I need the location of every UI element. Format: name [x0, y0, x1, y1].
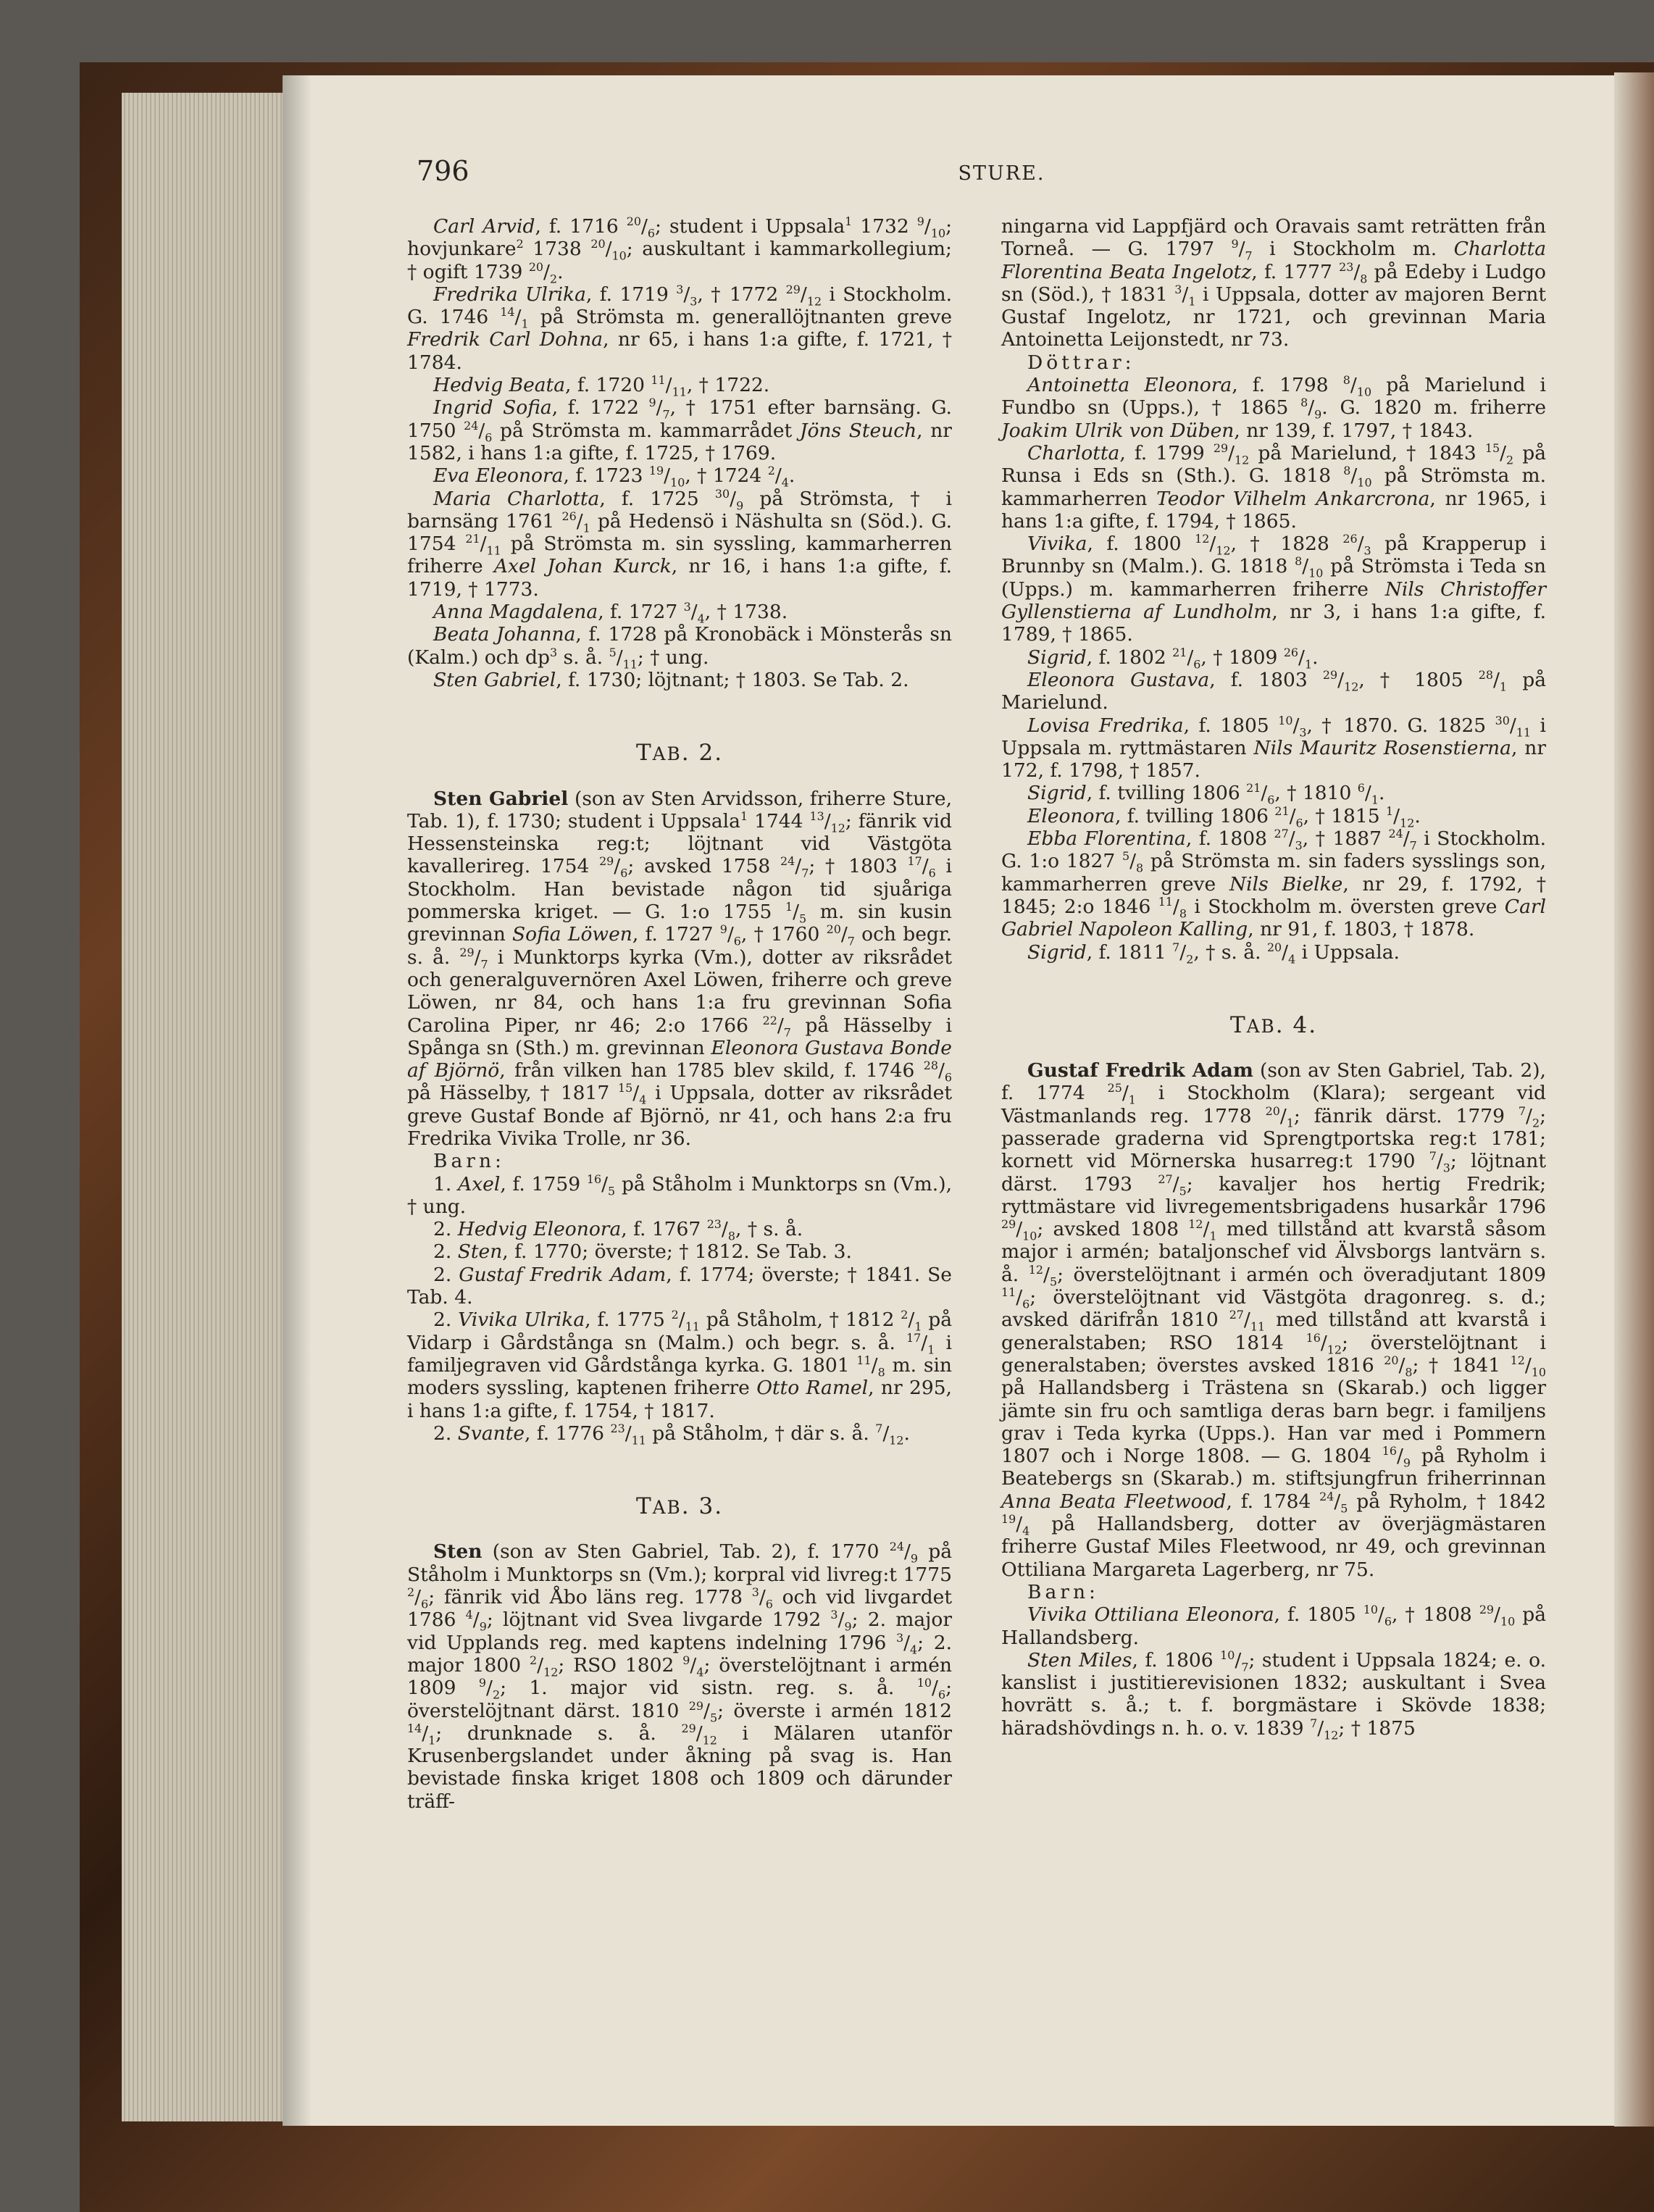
- genealogy-entry: Sten Gabriel (son av Sten Arvidsson, friherre Sture, Tab. 1), f. 1730; student i Uppsala$^1$ 1744 $^{13}/_{12}$; fänrik vid Hessensteinska reg:t; löjtnant vid Västgöta kavallerireg. 1754 $^{29}/_6$; avsked 1758 $^{24}/_7$; † 1803 $^{17}/_6$ i Stockholm. Han bevistade någon tid sjuåriga pommerska kriget. — G. 1:o 1755 $^1/_5$ m. sin kusin grevinnan Sofia Löwen, f. 1727 $^9/_6$, † 1760 $^{20}/_7$ och begr. s. å. $^{29}/_7$ i Munktorps kyrka (Vm.), dotter av riksrådet och generalguvernören Axel Löwen, friherre och greve Löwen, nr 84, och hans 1:a fru grevinnan Sofia Carolina Piper, nr 46; 2:o 1766 $^{22}/_7$ på Hässelby i Spånga sn (Sth.) m. grevinnan Eleonora Gustava Bonde af Björnö, från vilken han 1785 blev skild, f. 1746 $^{28}/_6$ på Hässelby, † 1817 $^{15}/_4$ i Uppsala, dotter av riksrådet greve Gustaf Bonde af Björnö, nr 41, och hans 2:a fru Fredrika Vivika Trolle, nr 36.: [407, 787, 953, 1150]
- section-label: Döttrar:: [1027, 351, 1135, 374]
- genealogy-entry: Gustaf Fredrik Adam (son av Sten Gabriel, Tab. 2), f. 1774 $^{25}/_1$ i Stockholm (Klara); sergeant vid Västmanlands reg. 1778 $^{20}/_1$; fänrik därst. 1779 $^7/_2$; passerade graderna vid Sprengtportska reg:t 1781; kornett vid Mörnerska husarreg:t 1790 $^7/_3$; löjtnant därst. 1793 $^{27}/_5$; kavaljer hos hertig Fredrik; ryttmästare vid livregementsbrigadens husarkår 1796 $^{29}/_{10}$; avsked 1808 $^{12}/_1$ med tillstånd att kvarstå såsom major i armén; bataljonschef vid Älvsborgs lantvärn s. å. $^{12}/_5$; överstelöjtnant i armén och överadjutant 1809 $^{11}/_6$; överstelöjtnant vid Västgöta dragonreg. s. d.; avsked därifrån 1810 $^{27}/_{11}$ med tillstånd att kvarstå i generalstaben; RSO 1814 $^{16}/_{12}$; överstelöjtnant i generalstaben; överstes avsked 1816 $^{20}/_8$; † 1841 $^{12}/_{10}$ på Hallandsberg i Trästena sn (Skarab.) och ligger jämte sin fru och samtliga deras barn begr. i familjens grav i Teda kyrka (Upps.). Han var med i Pommern 1807 och i Norge 1808. — G. 1804 $^{16}/_9$ på Ryholm i Beatebergs sn (Skarab.) m. stiftsjungfrun friherrinnan Anna Beata Fleetwood, f. 1784 $^{24}/_5$ på Ryholm, † 1842 $^{19}/_4$ på Hallandsberg, dotter av överjägmästaren friherre Gustaf Miles Fleetwood, nr 49, och grevinnan Ottiliana Margareta Lagerberg, nr 75.: [1001, 1059, 1547, 1581]
- running-head: STURE.: [958, 162, 1045, 185]
- genealogy-entry: 2. Sten, f. 1770; överste; † 1812. Se Tab. 3.: [433, 1240, 852, 1264]
- table-heading: TAB. 3.: [635, 1493, 724, 1520]
- genealogy-entry: Lovisa Fredrika, f. 1805 $^{10}/_3$, † 1870. G. 1825 $^{30}/_{11}$ i Uppsala m. ryttmästaren Nils Mauritz Rosenstierna, nr 172, f. 1798, † 1857.: [1001, 713, 1546, 782]
- genealogy-entry: Hedvig Beata, f. 1720 $^{11}/_{11}$, † 1722.: [433, 373, 770, 399]
- genealogy-entry: Sigrid, f. tvilling 1806 $^{21}/_6$, † 1810 $^6/_1$.: [1027, 781, 1385, 807]
- genealogy-entry: Antoinetta Eleonora, f. 1798 $^8/_{10}$ på Marielund i Fundbo sn (Upps.), † 1865 $^8/_9$. G. 1820 m. friherre Joakim Ulrik von Düben, nr 139, f. 1797, † 1843.: [1001, 373, 1547, 442]
- genealogy-entry: Beata Johanna, f. 1728 på Kronobäck i Mönsterås sn (Kalm.) och $dp^3$ s. å. $^5/_{11}$; † ung.: [407, 623, 952, 671]
- genealogy-entry: Eleonora Gustava, f. 1803 $^{29}/_{12}$, † 1805 $^{28}/_1$ på Marielund.: [1001, 668, 1546, 714]
- genealogy-entry: Sten Miles, f. 1806 $^{10}/_7$; student i Uppsala 1824; e. o. kanslist i justitierevisionen 1832; auskultant i Svea hovrätt s. å.; t. f. borgmästare i Skövde 1838; häradshövdings n. h. o. v. 1839 $^7/_{12}$; † 1875: [1001, 1648, 1547, 1742]
- genealogy-entry: Sten Gabriel, f. 1730; löjtnant; † 1803. Se Tab. 2.: [433, 668, 909, 691]
- genealogy-entry: Sigrid, f. 1811 $^7/_2$, † s. å. $^{20}/_4$ i Uppsala.: [1027, 940, 1400, 966]
- genealogy-entry: Anna Magdalena, f. 1727 $^3/_4$, † 1738.: [433, 600, 788, 626]
- right-column: [1001, 215, 1546, 1740]
- genealogy-entry: 2. Vivika Ulrika, f. 1775 $^2/_{11}$ på Ståholm, † 1812 $^2/_1$ på Vidarp i Gårdstånga sn (Malm.) och begr. s. å. $^{17}/_1$ i familjegraven vid Gårdstånga kyrka. G. 1801 $^{11}/_8$ m. sin moders syssling, kaptenen friherre Otto Ramel, nr 295, i hans 1:a gifte, f. 1754, † 1817.: [407, 1308, 953, 1422]
- page-number: 796: [417, 155, 469, 187]
- gutter-shadow: [283, 75, 312, 2126]
- section-label: Barn:: [1027, 1580, 1099, 1603]
- genealogy-entry: Sigrid, f. 1802 $^{21}/_6$, † 1809 $^{26}/_1$.: [1027, 645, 1319, 671]
- genealogy-entry: Fredrika Ulrika, f. 1719 $^3/_3$, † 1772 $^{29}/_{12}$ i Stockholm. G. 1746 $^{14}/_1$ på Strömsta m. generallöjtnanten greve Fredrik Carl Dohna, nr 65, i hans 1:a gifte, f. 1721, † 1784.: [407, 283, 953, 374]
- genealogy-entry: Eva Eleonora, f. 1723 $^{19}/_{10}$, † 1724 $^2/_4$.: [433, 464, 795, 490]
- section-label: Barn:: [433, 1150, 505, 1173]
- page-header: [417, 155, 1587, 191]
- genealogy-entry: Vivika, f. 1800 $^{12}/_{12}$, † 1828 $^{26}/_3$ på Krapperup i Brunnby sn (Malm.). G. 1818 $^8/_{10}$ på Strömsta i Teda sn (Upps.) m. kammarherren friherre Nils Christoffer Gyllenstierna af Lundholm, nr 3, i hans 1:a gifte, f. 1789, † 1865.: [1001, 532, 1547, 646]
- genealogy-entry: Ebba Florentina, f. 1808 $^{27}/_3$, † 1887 $^{24}/_7$ i Stockholm. G. 1:o 1827 $^5/_8$ på Strömsta m. sin faders sysslings son, kammarherren greve Nils Bielke, nr 29, f. 1792, † 1845; 2:o 1846 $^{11}/_8$ i Stockholm m. översten greve Carl Gabriel Napoleon Kalling, nr 91, f. 1803, † 1878.: [1001, 827, 1547, 941]
- genealogy-entry: 2. Hedvig Eleonora, f. 1767 $^{23}/_8$, † s. å.: [433, 1217, 803, 1243]
- genealogy-entry: Vivika Ottiliana Eleonora, f. 1805 $^{10}/_6$, † 1808 $^{29}/_{10}$ på Hallandsberg.: [1001, 1603, 1546, 1649]
- table-heading: TAB. 4.: [1229, 1011, 1318, 1038]
- table-heading: TAB. 2.: [635, 740, 724, 767]
- page-edges: [122, 93, 283, 2121]
- genealogy-entry: 2. Gustaf Fredrik Adam, f. 1774; överste; † 1841. Se Tab. 4.: [407, 1263, 952, 1309]
- genealogy-entry: Ingrid Sofia, f. 1722 $^9/_7$, † 1751 efter barnsäng. G. 1750 $^{24}/_6$ på Strömsta m. kammarrådet Jöns Steuch, nr 1582, i hans 1:a gifte, f. 1725, † 1769.: [407, 396, 952, 464]
- genealogy-entry: 1. Axel, f. 1759 $^{16}/_5$ på Ståholm i Munktorps sn (Vm.), † ung.: [407, 1172, 952, 1218]
- text-paragraph: ningarna vid Lappfjärd och Oravais samt reträtten från Torneå. — G. 1797 $^9/_7$ i Stockholm m. Charlotta Florentina Beata Ingelotz, f. 1777 $^{23}/_8$ på Edeby i Ludgo sn (Söd.), † 1831 $^3/_1$ i Uppsala, dotter av majoren Bernt Gustaf Ingelotz, nr 1721, och grevinnan Maria Antoinetta Leijonstedt, nr 73.: [1001, 215, 1546, 351]
- genealogy-entry: Maria Charlotta, f. 1725 $^{30}/_9$ på Strömsta, † i barnsäng 1761 $^{26}/_1$ på Hedensö i Näshulta sn (Söd.). G. 1754 $^{21}/_{11}$ på Strömsta m. sin syssling, kammarherren friherre Axel Johan Kurck, nr 16, i hans 1:a gifte, f. 1719, † 1773.: [407, 486, 952, 601]
- genealogy-entry: Sten (son av Sten Gabriel, Tab. 2), f. 1770 $^{24}/_9$ på Ståholm i Munktorps sn (Vm.); korpral vid livreg:t 1775 $^2/_6$; fänrik vid Åbo läns reg. 1778 $^3/_6$ och vid livgardet 1786 $^4/_9$; löjtnant vid Svea livgarde 1792 $^3/_9$; 2. major vid Upplands reg. med kaptens indelning 1796 $^3/_4$; 2. major 1800 $^2/_{12}$; RSO 1802 $^9/_4$; överstelöjtnant i armén 1809 $^9/_2$; 1. major vid sistn. reg. s. å. $^{10}/_6$; överstelöjtnant därst. 1810 $^{29}/_5$; överste i armén 1812 $^{14}/_1$; drunknade s. å. $^{29}/_{12}$ i Mälaren utanför Krusenbergslandet under åkning på svag is. Han bevistade finska kriget 1808 och 1809 och därunder träff-: [407, 1540, 953, 1813]
- left-column: [407, 215, 952, 1813]
- genealogy-entry: Eleonora, f. tvilling 1806 $^{21}/_6$, † 1815 $^1/_{12}$.: [1027, 804, 1421, 830]
- genealogy-entry: 2. Svante, f. 1776 $^{23}/_{11}$ på Ståholm, † där s. å. $^7/_{12}$.: [433, 1422, 910, 1448]
- right-page-edge: [1614, 72, 1654, 2127]
- genealogy-entry: Charlotta, f. 1799 $^{29}/_{12}$ på Marielund, † 1843 $^{15}/_2$ på Runsa i Eds sn (Sth.). G. 1818 $^8/_{10}$ på Strömsta m. kammarherren Teodor Vilhelm Ankarcrona, nr 1965, i hans 1:a gifte, f. 1794, † 1865.: [1001, 441, 1547, 533]
- genealogy-entry: Carl Arvid, f. 1716 $^{20}/_6$; student i Uppsala$^1$ 1732 $^9/_{10}$; hovjunkare$^2$ 1738 $^{20}/_{10}$; auskultant i kammarkollegium; † ogift 1739 $^{20}/_2$.: [407, 214, 952, 285]
